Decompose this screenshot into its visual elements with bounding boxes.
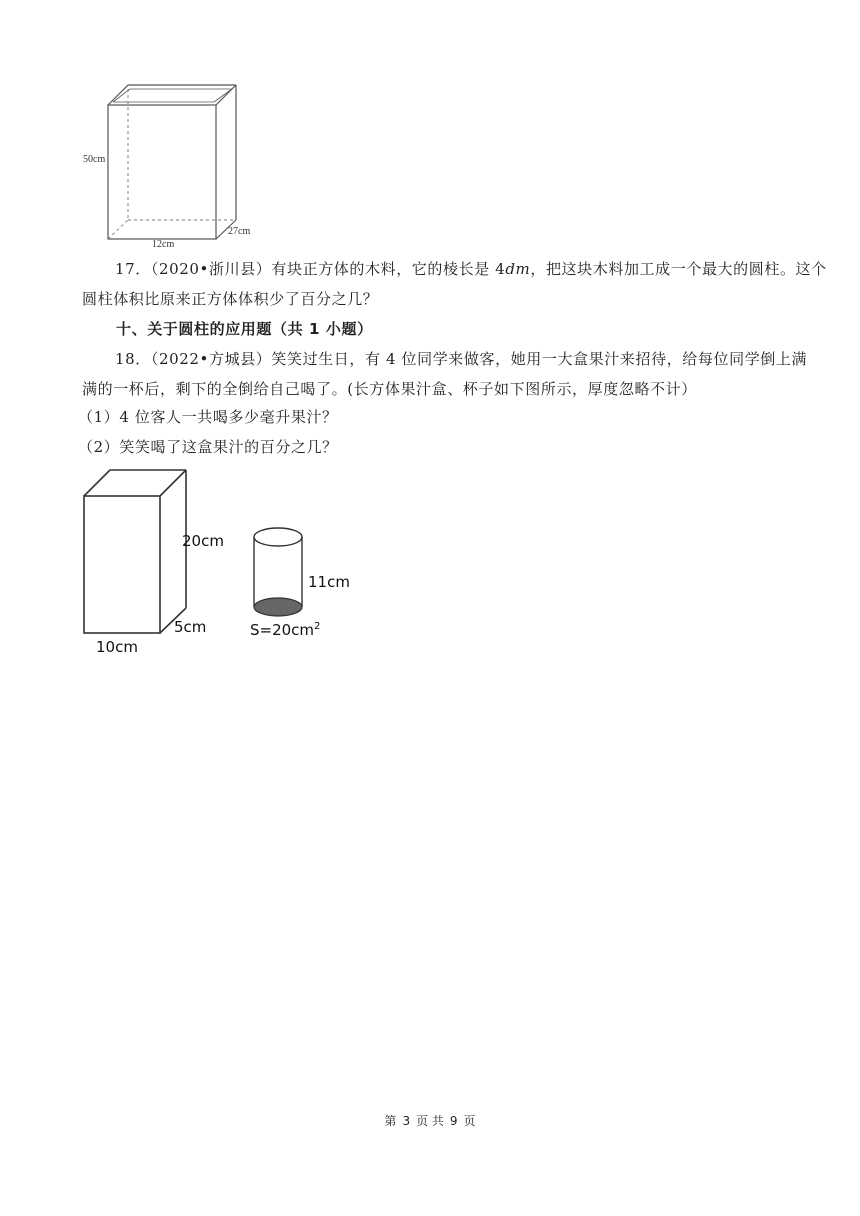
cup-area-label [250, 621, 320, 639]
cup-base [254, 598, 302, 616]
juice-box [84, 470, 186, 633]
footer-middle: 页 共 [416, 1114, 444, 1128]
tank-width-label: 12cm [152, 239, 175, 250]
footer-total-pages: 9 [449, 1114, 458, 1128]
q17-unit: dm [505, 260, 531, 278]
box-height-label: 20cm [182, 532, 224, 550]
juice-figure [78, 466, 378, 660]
tank-front-face [108, 105, 216, 239]
tank-figure [80, 80, 260, 250]
q18-subquestion-2: （2）笑笑喝了这盒果汁的百分之几？ [78, 438, 338, 456]
tank-height-label: 50cm [83, 154, 106, 165]
q17-line1 [115, 258, 827, 280]
tank-depth-label: 27cm [228, 226, 251, 237]
box-depth-label: 5cm [174, 618, 207, 636]
cup-area-superscript: 2 [314, 621, 321, 632]
q17-line1-rest: ，把这块木料加工成一个最大的圆柱。这个 [530, 260, 827, 278]
page-footer [0, 1112, 860, 1129]
cup [254, 528, 302, 616]
footer-suffix: 页 [463, 1114, 476, 1128]
cup-area-text: S=20cm [250, 621, 315, 639]
box-width-label: 10cm [96, 638, 138, 656]
footer-page-number: 3 [402, 1114, 411, 1128]
cup-height-label: 11cm [308, 573, 350, 591]
q18-line2: 满的一杯后，剩下的全倒给自己喝了。(长方体果汁盒、杯子如下图所示，厚度忽略不计） [82, 380, 697, 398]
q18-subquestion-1: （1）4 位客人一共喝多少毫升果汁？ [78, 408, 338, 426]
section-heading: 十、关于圆柱的应用题（共 1 小题） [116, 320, 373, 338]
footer-prefix: 第 [384, 1114, 397, 1128]
q17-line1-start: 17．（2020•浙川县）有块正方体的木料，它的棱长是 4 [115, 260, 506, 278]
q18-line1: 18．（2022•方城县）笑笑过生日，有 4 位同学来做客，她用一大盒果汁来招待，给每位同学倒上满 [115, 350, 808, 368]
q17-line2: 圆柱体积比原来正方体体积少了百分之几？ [82, 290, 379, 308]
